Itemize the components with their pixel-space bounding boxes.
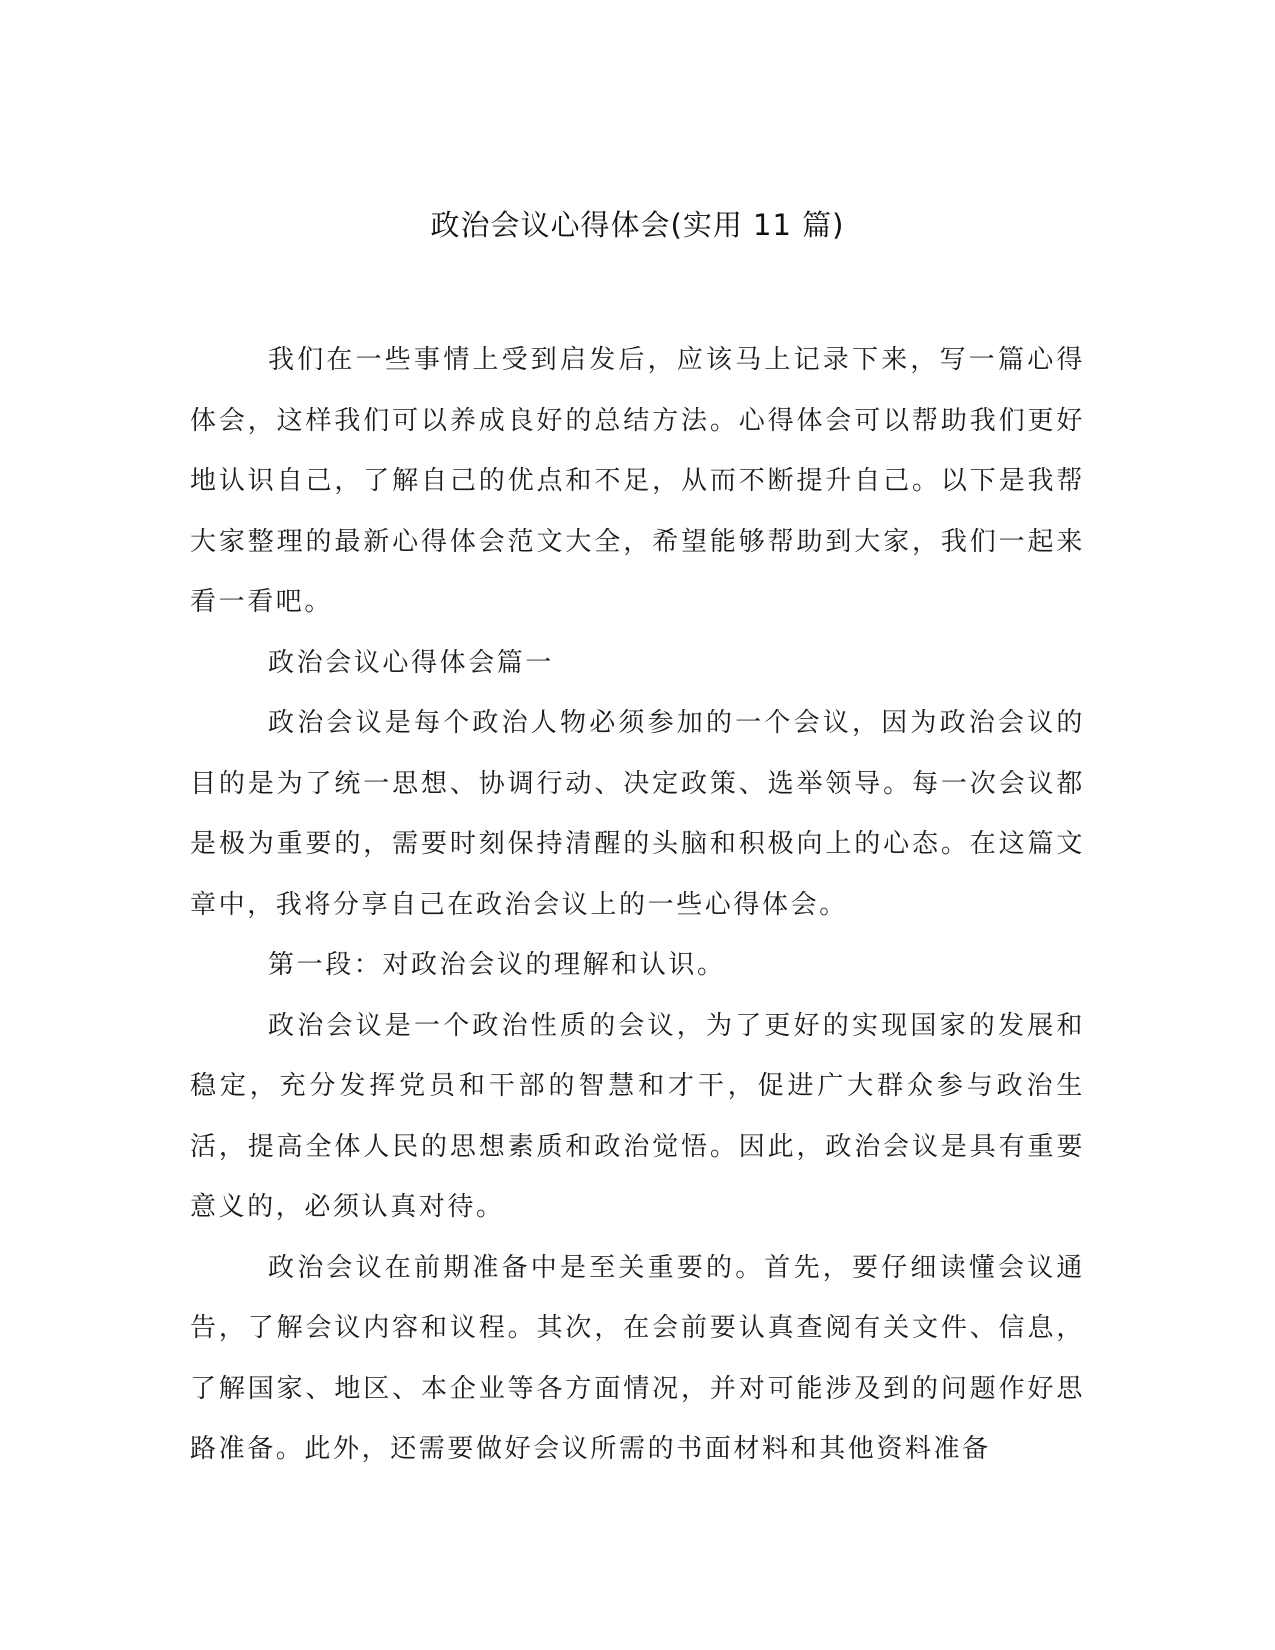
section-heading: 政治会议心得体会篇一 [268,647,555,678]
body-paragraph: 政治会议是每个政治人物必须参加的一个会议，因为政治会议的目的是为了统一思想、协调行动、决定政策、选举领导。每一次会议都是极为重要的，需要时刻保持清醒的头脑和积极向上的心态。在这篇文章中，我将分享自己在政治会议上的一些心得体会。 [190,708,1085,920]
document-body [190,330,1085,1480]
body-paragraph: 政治会议在前期准备中是至关重要的。首先，要仔细读懂会议通告，了解会议内容和议程。其次，在会前要认真查阅有关文件、信息，了解国家、地区、本企业等各方面情况，并对可能涉及到的问题作好思路准备。此外，还需要做好会议所需的书面材料和其他资料准备 [190,1252,1085,1464]
body-paragraph: 政治会议是一个政治性质的会议，为了更好的实现国家的发展和稳定，充分发挥党员和干部的智慧和才干，促进广大群众参与政治生活，提高全体人民的思想素质和政治觉悟。因此，政治会议是具有重要意义的，必须认真对待。 [190,1010,1085,1222]
document-title: 政治会议心得体会(实用 11 篇) [430,208,845,242]
intro-paragraph: 我们在一些事情上受到启发后，应该马上记录下来，写一篇心得体会，这样我们可以养成良好的总结方法。心得体会可以帮助我们更好地认识自己，了解自己的优点和不足，从而不断提升自己。以下是我帮大家整理的最新心得体会范文大全，希望能够帮助到大家，我们一起来看一看吧。 [190,345,1085,617]
subsection-heading: 第一段：对政治会议的理解和认识。 [268,950,726,980]
